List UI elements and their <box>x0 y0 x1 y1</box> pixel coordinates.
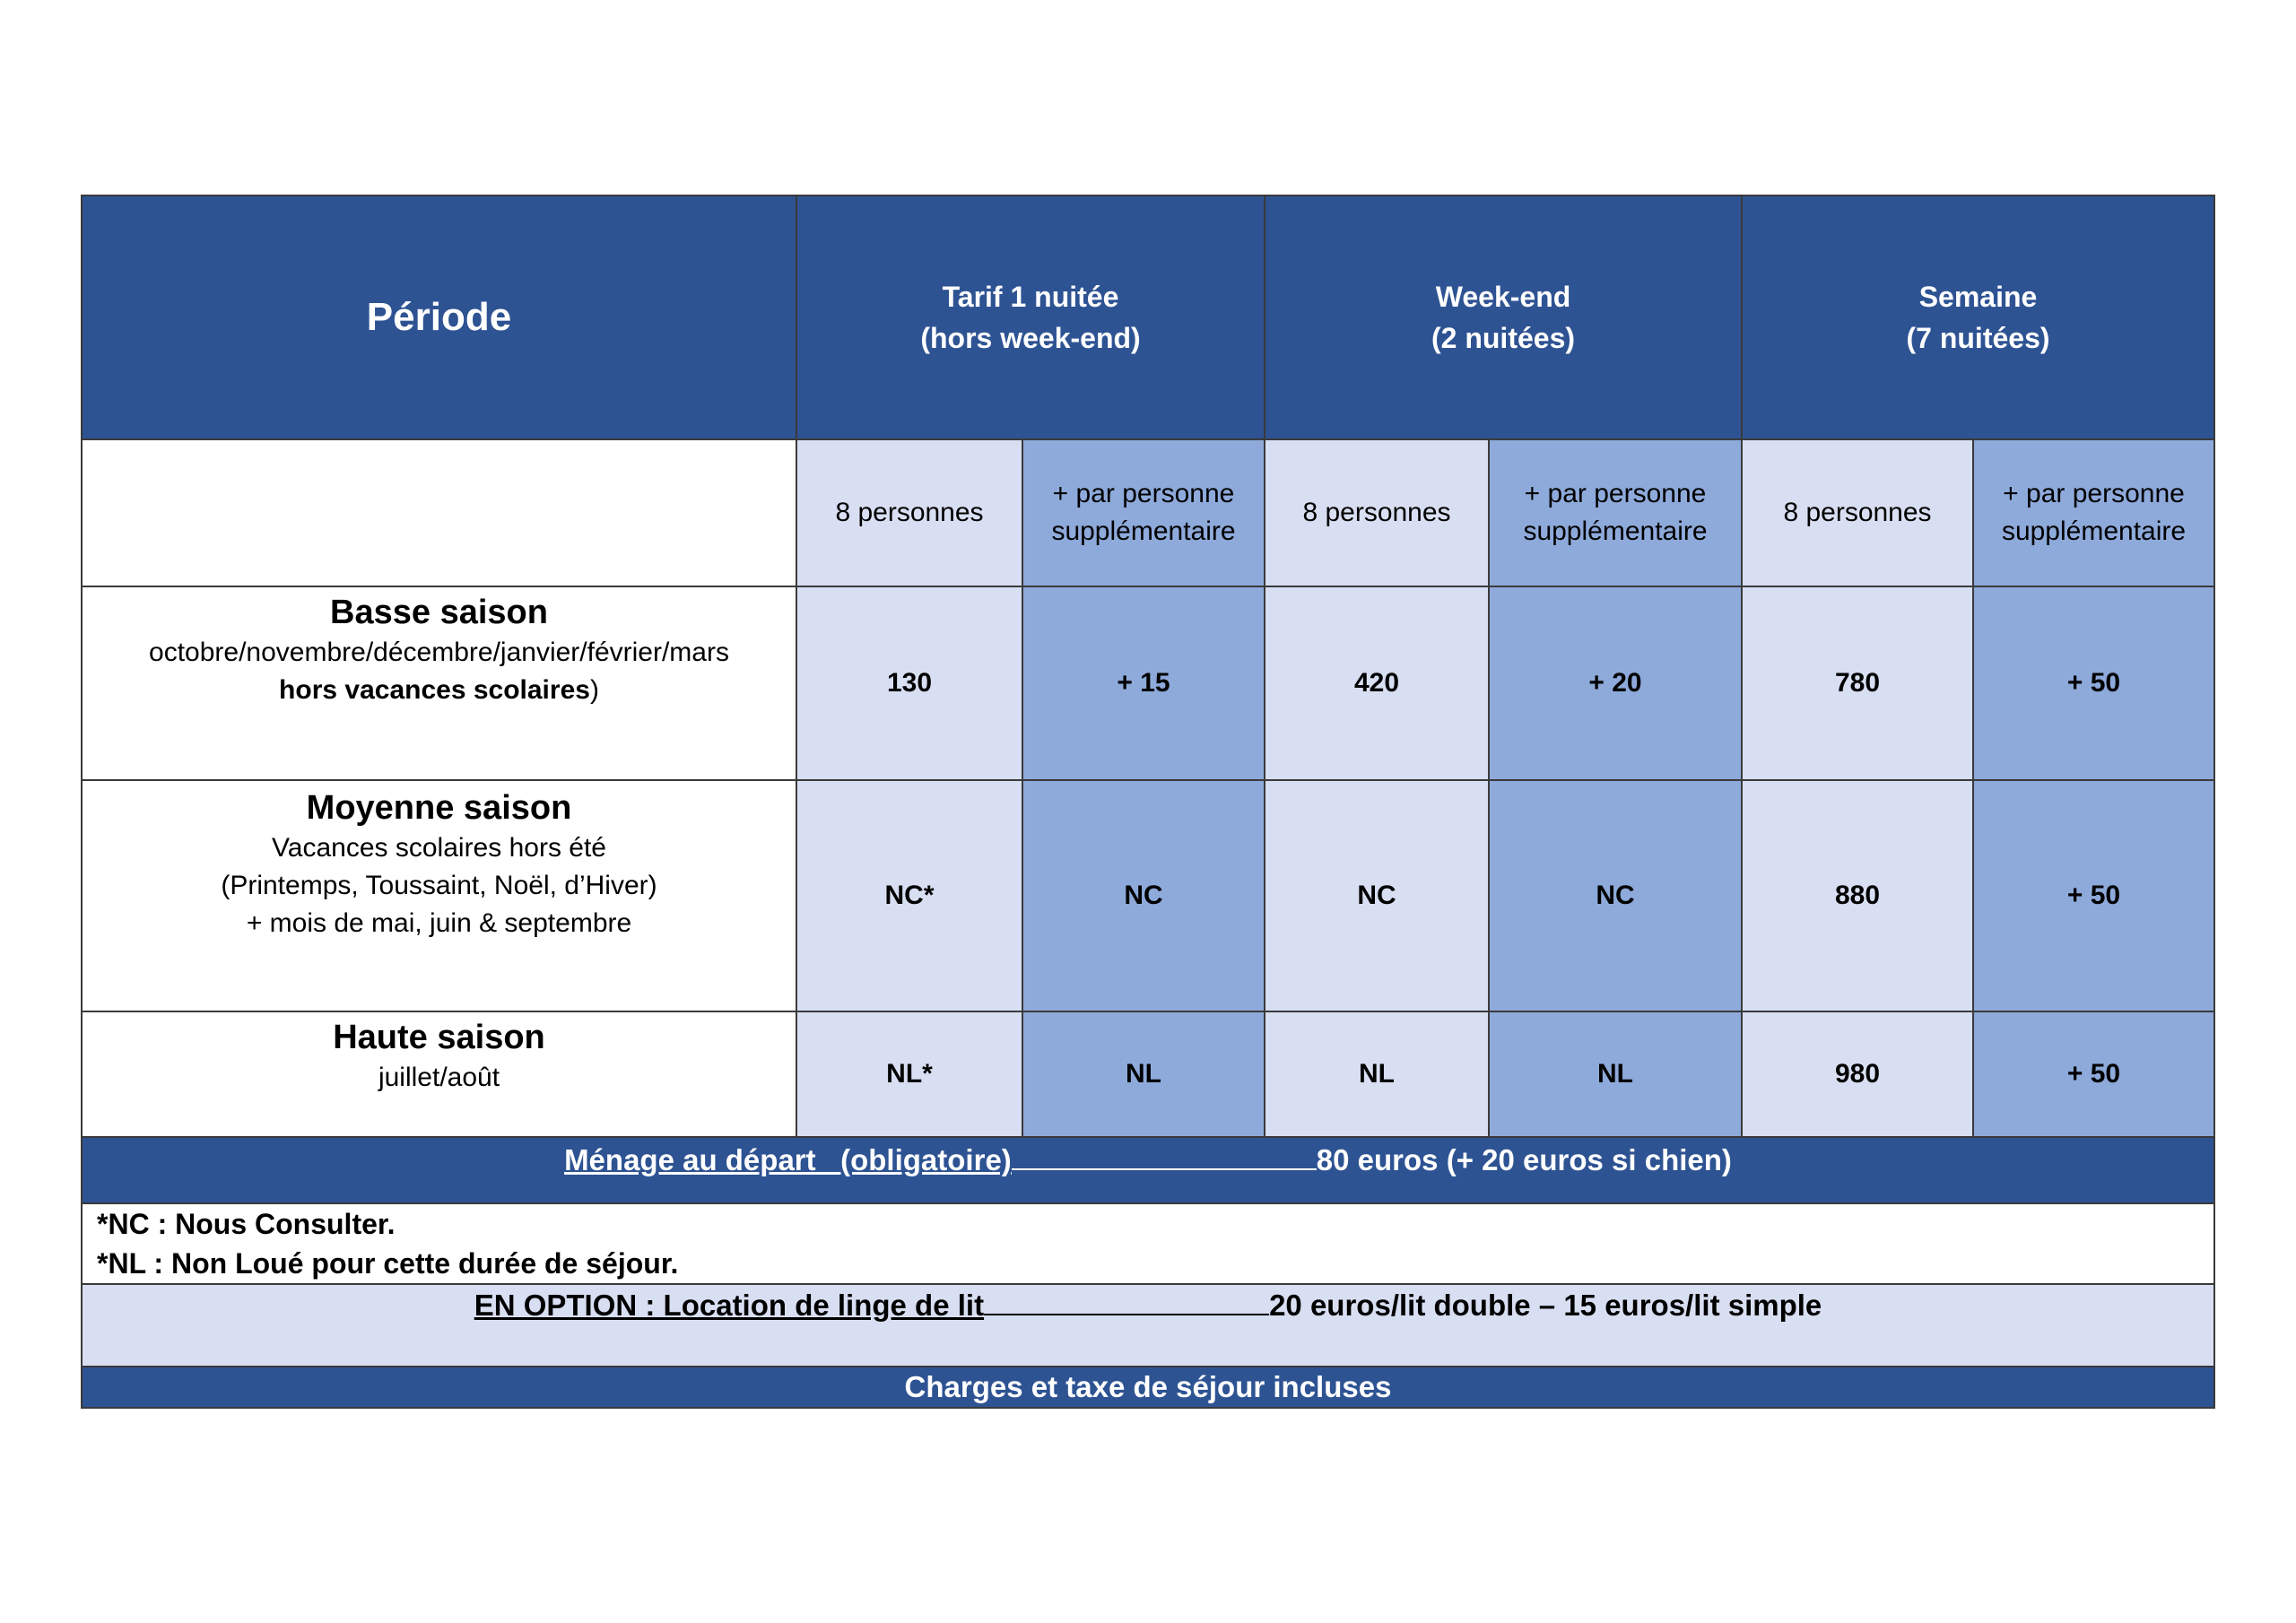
season-months: juillet/août <box>378 1063 500 1092</box>
season-note-bold: hors vacances scolaires <box>279 675 590 705</box>
subheader-persons: 8 personnes <box>1742 439 1973 586</box>
subheader-extra-line1: + par personne <box>1524 479 1707 508</box>
price-cell: 420 <box>1265 586 1489 780</box>
period-haute-saison <box>82 1011 796 1137</box>
season-line3: + mois de mai, juin & septembre <box>246 908 632 938</box>
season-title: Haute saison <box>333 1019 545 1056</box>
menage-row <box>82 1137 2214 1203</box>
header-tarif-nuitee <box>796 195 1265 439</box>
price-cell: NC* <box>796 780 1022 1011</box>
price-cell: NC <box>1489 780 1742 1011</box>
subheader-persons: 8 personnes <box>1265 439 1489 586</box>
charges-row <box>82 1367 2214 1408</box>
row-haute-saison <box>82 1011 2214 1137</box>
notes-cell <box>82 1203 2214 1284</box>
header-row <box>82 195 2214 439</box>
header-col2-line2: (2 nuitées) <box>1431 322 1576 354</box>
menage-cell <box>82 1137 2214 1203</box>
price-cell: 980 <box>1742 1011 1973 1137</box>
option-fill-line <box>984 1287 1269 1315</box>
season-line2: (Printemps, Toussaint, Noël, d’Hiver) <box>221 871 657 900</box>
subheader-persons: 8 personnes <box>796 439 1022 586</box>
price-cell: NC <box>1265 780 1489 1011</box>
price-cell: + 20 <box>1489 586 1742 780</box>
subheader-extra-line2: supplémentaire <box>2001 516 2187 546</box>
season-title: Moyenne saison <box>306 789 572 827</box>
subheader-extra <box>1022 439 1265 586</box>
option-row <box>82 1284 2214 1367</box>
price-cell: + 50 <box>1973 780 2214 1011</box>
season-title: Basse saison <box>330 594 548 631</box>
header-col3-line2: (7 nuitées) <box>1906 322 2050 354</box>
price-cell: NL* <box>796 1011 1022 1137</box>
subheader-extra-line1: + par personne <box>2003 479 2185 508</box>
price-cell: NC <box>1022 780 1265 1011</box>
price-cell: 780 <box>1742 586 1973 780</box>
option-cell <box>82 1284 2214 1367</box>
header-col1-line1: Tarif 1 nuitée <box>942 281 1119 313</box>
price-cell: + 50 <box>1973 586 2214 780</box>
row-basse-saison <box>82 586 2214 780</box>
period-moyenne-saison <box>82 780 796 1011</box>
header-col2-line1: Week-end <box>1435 281 1571 313</box>
menage-fill-line <box>1012 1141 1317 1170</box>
notes-row <box>82 1203 2214 1284</box>
header-col3-line1: Semaine <box>1918 281 2038 313</box>
tarif-table <box>81 195 2215 1409</box>
note-nl: *NL : Non Loué pour cette durée de séjour. <box>97 1247 679 1280</box>
price-cell: + 50 <box>1973 1011 2214 1137</box>
subheader-extra-line2: supplémentaire <box>1051 516 1236 546</box>
price-cell: NL <box>1265 1011 1489 1137</box>
season-note <box>83 672 796 709</box>
row-moyenne-saison <box>82 780 2214 1011</box>
charges-cell: Charges et taxe de séjour incluses <box>82 1367 2214 1408</box>
option-label: EN OPTION : Location de linge de lit <box>474 1289 985 1322</box>
menage-label: Ménage au départ (obligatoire) <box>564 1143 1012 1176</box>
subheader-empty <box>82 439 796 586</box>
price-cell: 880 <box>1742 780 1973 1011</box>
subheader-extra-line1: + par personne <box>1052 479 1235 508</box>
season-line1: Vacances scolaires hors été <box>272 833 606 863</box>
menage-value: 80 euros (+ 20 euros si chien) <box>1316 1143 1732 1176</box>
price-cell: NL <box>1022 1011 1265 1137</box>
header-semaine <box>1742 195 2214 439</box>
price-cell: NL <box>1489 1011 1742 1137</box>
price-cell: + 15 <box>1022 586 1265 780</box>
season-note-rest: ) <box>589 675 599 705</box>
subheader-extra <box>1489 439 1742 586</box>
season-months: octobre/novembre/décembre/janvier/février/mars <box>149 638 729 667</box>
header-week-end <box>1265 195 1742 439</box>
subheader-extra-line2: supplémentaire <box>1523 516 1708 546</box>
period-basse-saison <box>82 586 796 780</box>
price-cell: 130 <box>796 586 1022 780</box>
subheader-extra <box>1973 439 2214 586</box>
note-nc: *NC : Nous Consulter. <box>97 1208 396 1240</box>
header-col1-line2: (hors week-end) <box>920 322 1141 354</box>
option-value: 20 euros/lit double – 15 euros/lit simple <box>1269 1289 1822 1322</box>
subheader-row <box>82 439 2214 586</box>
header-periode: Période <box>82 195 796 439</box>
